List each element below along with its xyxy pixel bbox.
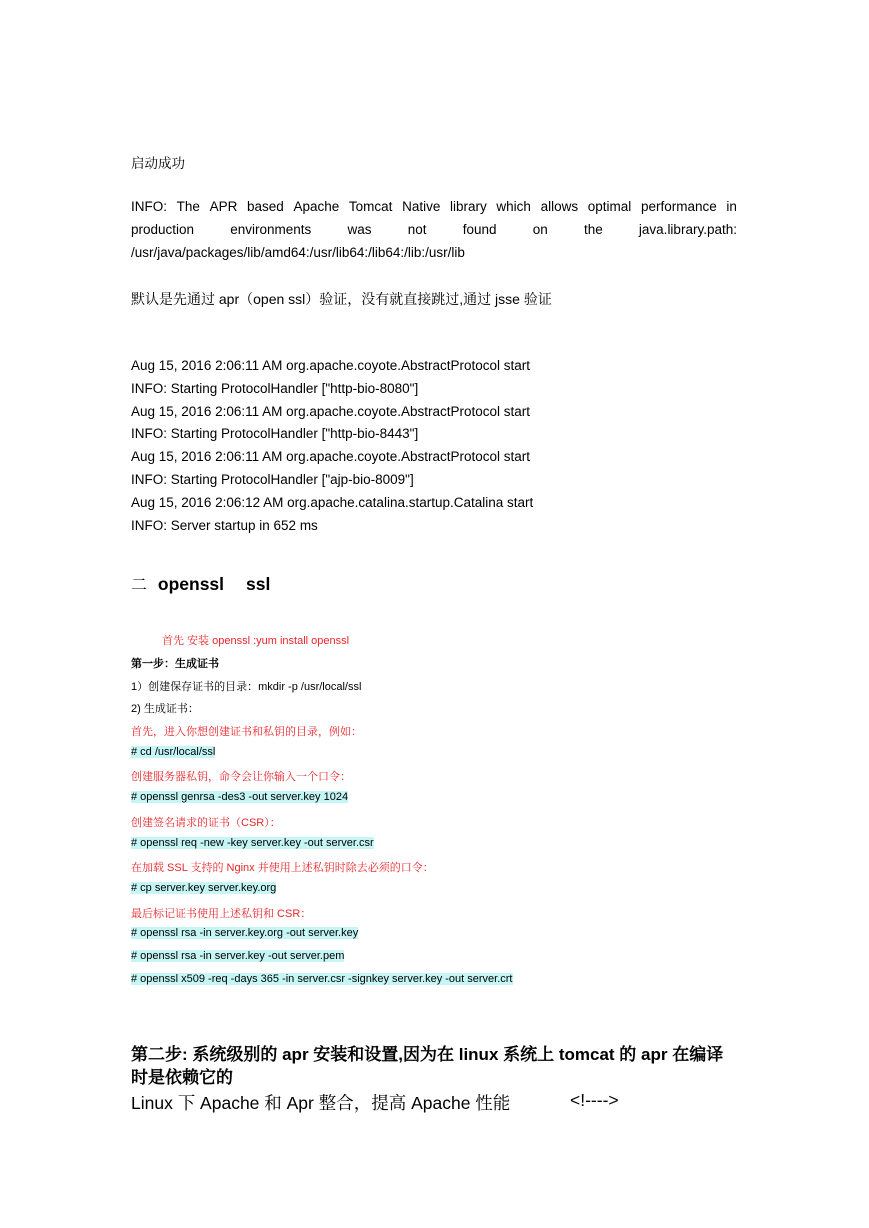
section-number: 二: [131, 577, 148, 594]
info-word: Native: [402, 199, 441, 214]
cert-step-command-text: # cp server.key server.key.org: [131, 881, 277, 894]
info-apr-line2: [131, 222, 737, 237]
info-word: allows: [540, 199, 579, 214]
step1-item: 2) 生成证书：: [131, 703, 199, 715]
install-note: 首先 安装 openssl :yum install openssl: [162, 635, 350, 647]
log-line: INFO: Server startup in 652 ms: [131, 517, 318, 533]
section-word-openssl: openssl: [157, 574, 225, 594]
info-word: on: [532, 222, 548, 237]
info-word: production: [131, 222, 195, 237]
cert-step-command: [131, 746, 215, 758]
info-word: Tomcat: [348, 199, 393, 214]
step1-item: 1）创建保存证书的目录：mkdir -p /usr/local/ssl: [131, 681, 362, 693]
cert-step-note: [131, 859, 434, 875]
cert-step-command: [131, 882, 276, 894]
log-line: INFO: Starting ProtocolHandler ["http-bio-8080"]: [131, 380, 419, 396]
step2-title-line1: 第二步: 系统级别的 apr 安装和设置,因为在 linux 系统上 tomcat 的 apr 在编译: [131, 1045, 724, 1064]
step1-title: 第一步：生成证书: [131, 658, 219, 670]
cert-step-command: [131, 837, 374, 849]
info-word: performance: [640, 199, 717, 214]
info-word: was: [347, 222, 372, 237]
info-word: found: [462, 222, 497, 237]
cert-step-note: [131, 905, 311, 921]
cert-step-command-text: # cd /usr/local/ssl: [131, 745, 216, 758]
info-word: library: [450, 199, 487, 214]
log-line: Aug 15, 2016 2:06:11 AM org.apache.coyote.AbstractProtocol start: [131, 403, 530, 419]
section-word-ssl: ssl: [246, 574, 271, 594]
linux-apache-note: Linux 下 Apache 和 Apr 整合，提高 Apache 性能: [131, 1093, 511, 1113]
info-apr-line3: /usr/java/packages/lib/amd64:/usr/lib64:/lib64:/lib:/usr/lib: [131, 245, 465, 260]
comment-marker: <!---->: [570, 1090, 619, 1110]
info-word: Apache: [293, 199, 340, 214]
cert-step-note: [131, 814, 281, 830]
step2-title-line2: 时是依赖它的: [131, 1068, 233, 1087]
log-line: Aug 15, 2016 2:06:11 AM org.apache.coyote.AbstractProtocol start: [131, 449, 530, 465]
info-word: INFO:: [131, 199, 167, 214]
cert-step-command-text: # openssl req -new -key server.key -out server.csr: [131, 836, 374, 849]
cert-step-note-text: 在加载 SSL 支持的 Nginx 并使用上述私钥时除去必须的口令：: [131, 862, 434, 875]
info-word: environments: [230, 222, 312, 237]
log-line: INFO: Starting ProtocolHandler ["ajp-bio-8009"]: [131, 472, 414, 487]
cert-step-command: [131, 950, 344, 962]
info-word: in: [726, 199, 737, 214]
info-word: based: [247, 199, 284, 214]
cert-step-command-text: # openssl x509 -req -days 365 -in server.csr -signkey server.key -out server.crt: [131, 972, 513, 985]
cert-step-note-text: 创建签名请求的证书（CSR）：: [131, 816, 281, 829]
info-word: not: [407, 222, 427, 237]
cert-step-note: [131, 768, 351, 784]
cert-step-note-text: 创建服务器私钥，命令会让你输入一个口令：: [131, 771, 351, 784]
cert-step-command: [131, 791, 348, 803]
cert-step-command-text: # openssl rsa -in server.key -out server.pem: [131, 950, 345, 962]
cert-step-note: [131, 723, 362, 739]
info-word: optimal: [587, 199, 632, 214]
default-note: 默认是先通过 apr（open ssl）验证，没有就直接跳过,通过 jsse 验证: [131, 291, 552, 307]
log-line: Aug 15, 2016 2:06:11 AM org.apache.coyote.AbstractProtocol start: [131, 358, 530, 373]
info-word: The: [176, 199, 200, 214]
cert-step-command: [131, 973, 513, 985]
info-apr-line1: [131, 199, 737, 214]
info-word: java.library.path:: [638, 222, 737, 237]
section-heading-openssl: [131, 572, 270, 595]
cert-step-note-text: 最后标记证书使用上述私钥和 CSR：: [131, 907, 312, 920]
log-line: Aug 15, 2016 2:06:12 AM org.apache.catalina.startup.Catalina start: [131, 494, 534, 510]
info-word: which: [496, 199, 531, 214]
info-word: APR: [209, 199, 238, 214]
cert-step-note-text: 首先，进入你想创建证书和私钥的目录，例如：: [131, 726, 362, 738]
info-word: the: [583, 222, 603, 237]
log-line: INFO: Starting ProtocolHandler ["http-bio-8443"]: [131, 426, 419, 442]
cert-step-command: [131, 927, 358, 939]
startup-success-text: 启动成功: [131, 156, 185, 171]
cert-step-command-text: # openssl genrsa -des3 -out server.key 1024: [131, 791, 349, 804]
cert-step-command-text: # openssl rsa -in server.key.org -out server.key: [131, 927, 359, 940]
